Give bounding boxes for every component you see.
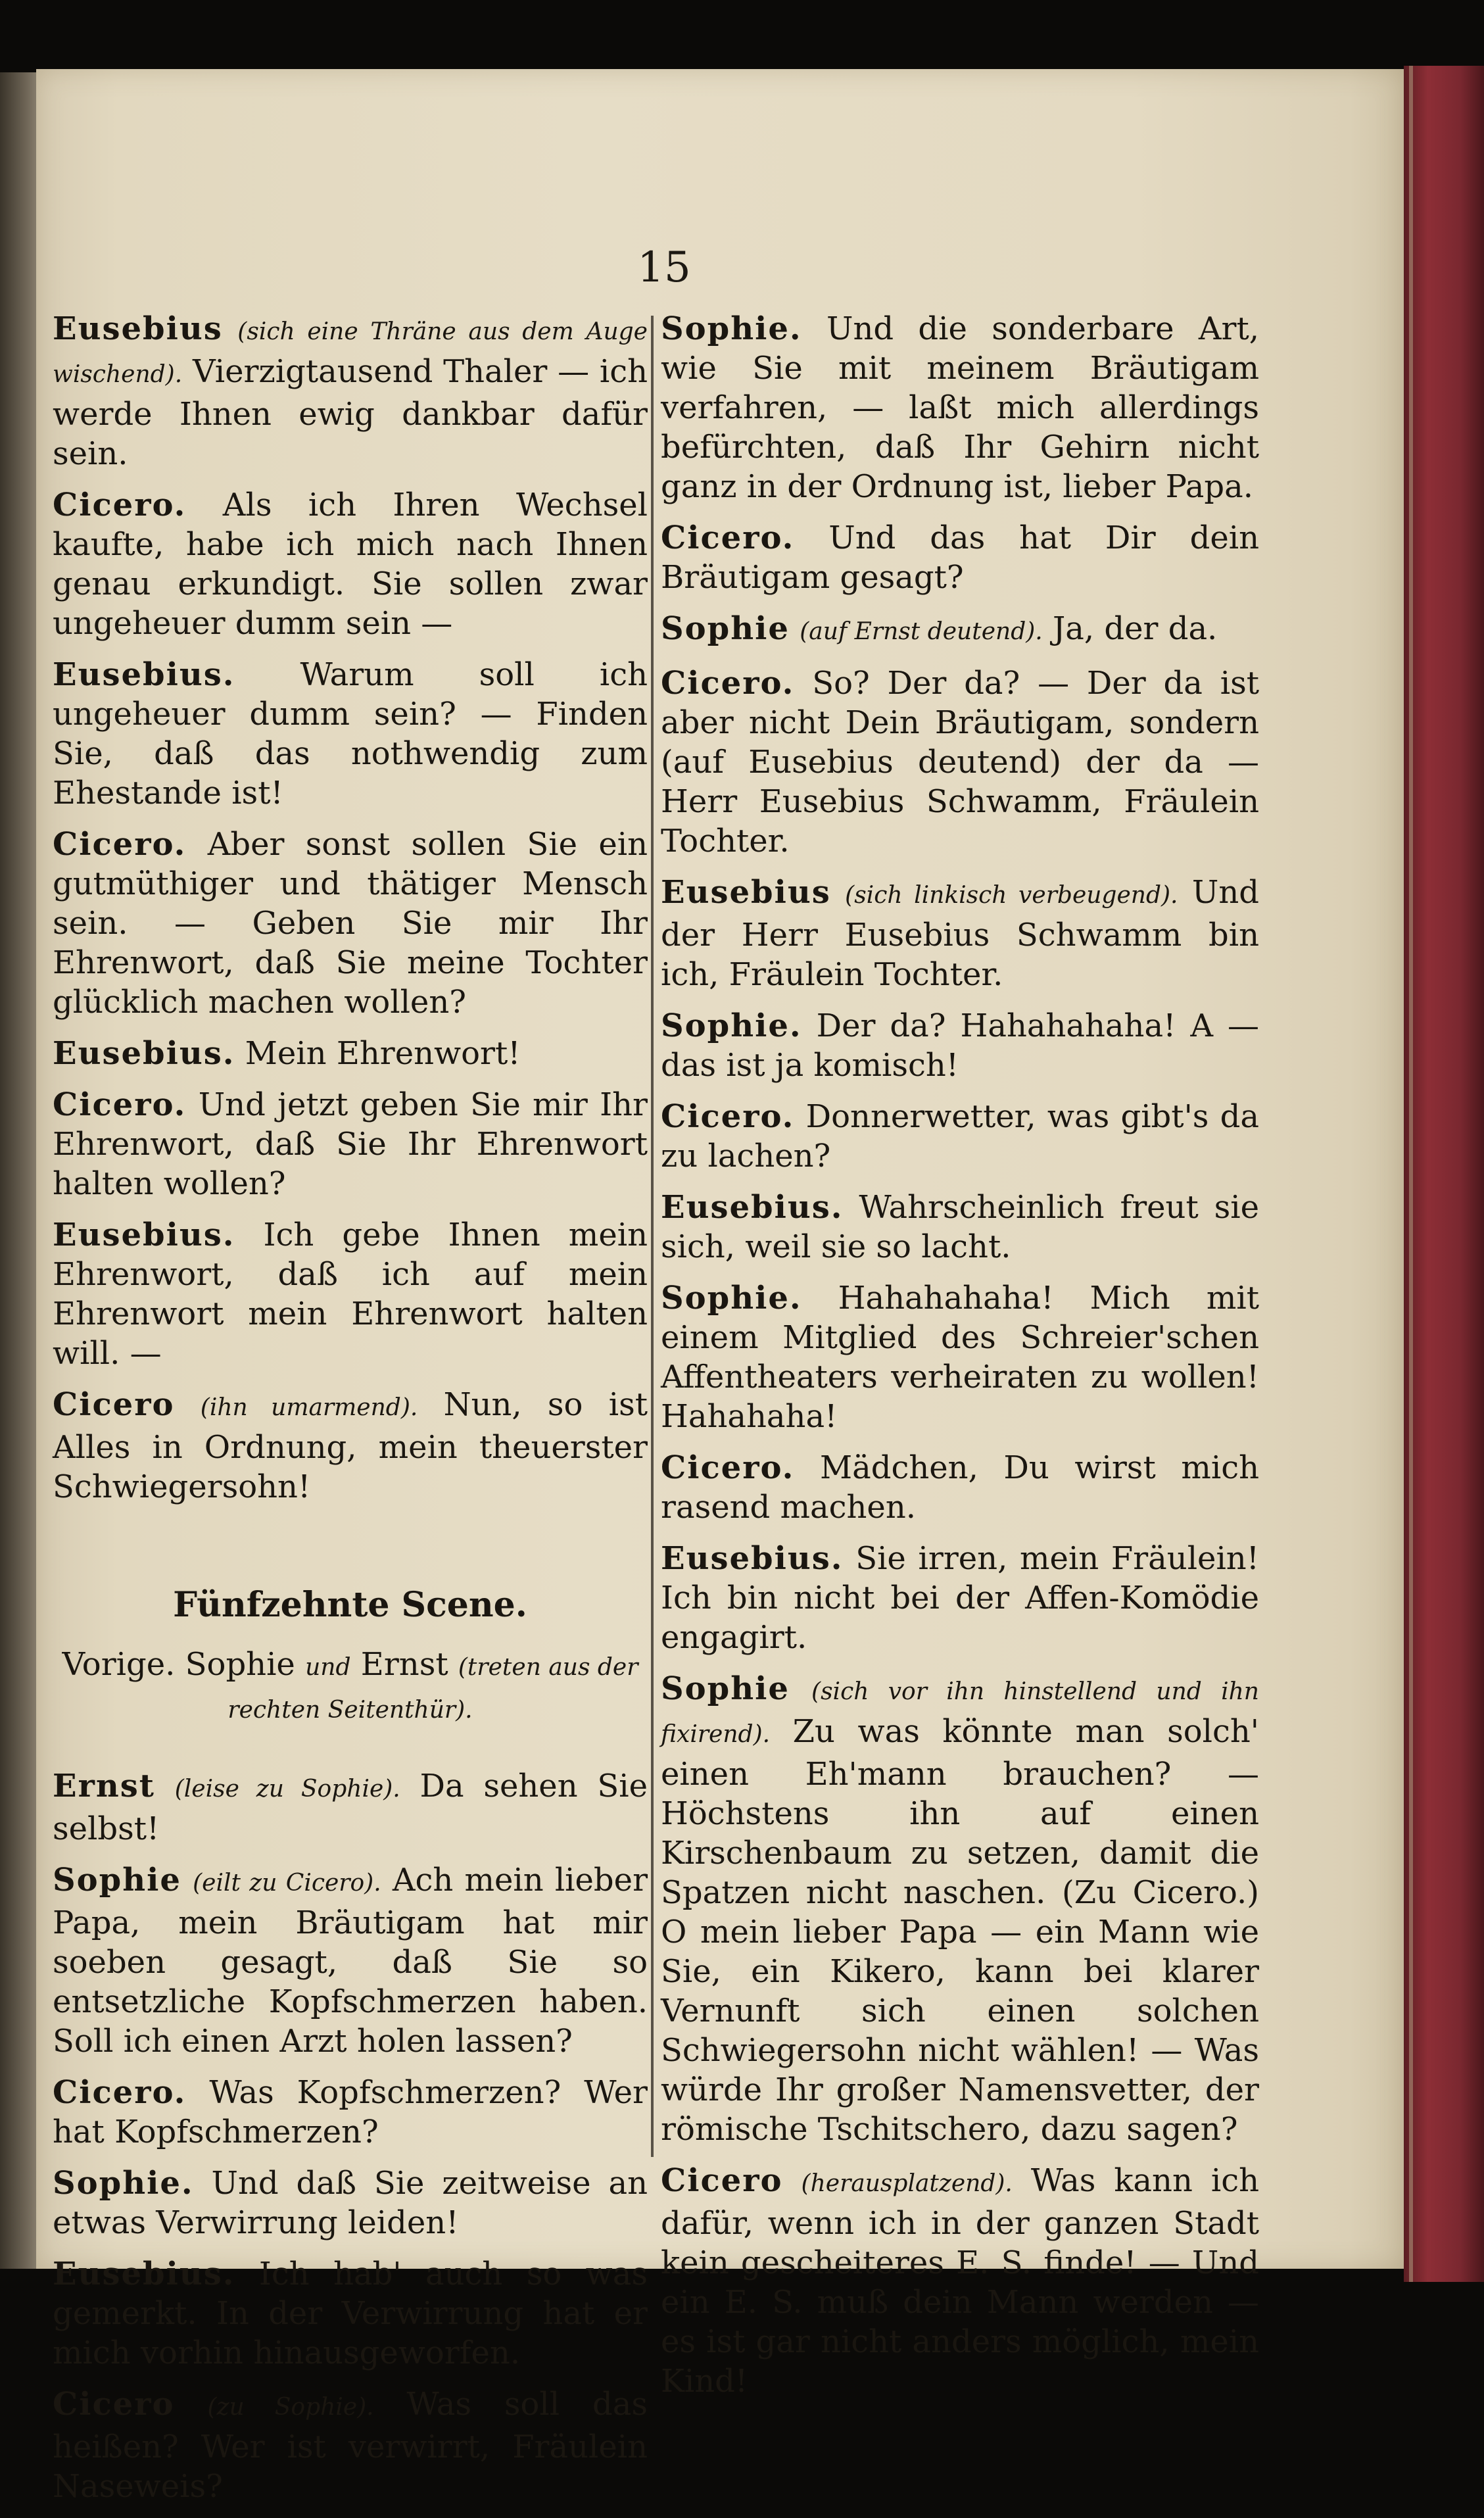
dialogue-paragraph (53, 825, 648, 1022)
speaker-name: Eusebius. (661, 1540, 844, 1577)
speaker-name: Cicero. (661, 1098, 795, 1135)
speaker-name: Sophie. (661, 310, 802, 347)
stage-direction: (ihn umarmend). (200, 1394, 418, 1421)
dialogue-text: Mein Ehrenwort! (245, 1035, 521, 1072)
speaker-name: Eusebius. (661, 1189, 844, 1226)
speaker-name: Eusebius (53, 310, 223, 347)
dialogue-paragraph (661, 1539, 1259, 1657)
dialogue-paragraph (661, 1669, 1259, 2149)
right-dialogue-block (661, 309, 1259, 2401)
speaker-name: Sophie. (661, 1007, 802, 1044)
dialogue-text: Zu was könnte man solch' einen Eh'mann brauchen? — Höchstens ihn auf einen Kirschenbaum zu setzen, damit die Spatzen nicht naschen. (Zu Cicero.) O mein lieber Papa — ein Mann wie Sie, ein Kikero, kann bei klarer Vernunft sich einen solchen Schwiegersohn nicht wählen! — Was würde Ihr großer Namensvetter, der römische Tschitschero, dazu sagen? (661, 1713, 1260, 2148)
dialogue-text: Nun, so ist Alles in Ordnung, mein theuerster Schwiegersohn! (53, 1386, 648, 1505)
dialogue-paragraph (53, 1034, 648, 1073)
speaker-name: Cicero. (53, 487, 187, 523)
speaker-name: Sophie (53, 1862, 181, 1899)
scene-desc-vorige: Vorige. (62, 1646, 176, 1683)
dialogue-text: Ja, der da. (1053, 610, 1218, 647)
dialogue-text: Was Kopfschmerzen? Wer hat Kopfschmerzen? (53, 2074, 648, 2150)
dialogue-text: Und die sonderbare Art, wie Sie mit meinem Bräutigam verfahren, — laßt mich allerdings befürchten, daß Ihr Gehirn nicht ganz in der Ordnung ist, lieber Papa. (661, 310, 1259, 505)
left-dialogue-block (53, 309, 648, 1507)
dialogue-text: So? Der da? — Der da ist aber nicht Dein Bräutigam, sondern (auf Eusebius deutend) der da — Herr Eusebius Schwamm, Fräulein Tochter. (661, 665, 1259, 860)
speaker-name: Cicero (53, 1386, 175, 1423)
dialogue-text: Hahahahaha! Mich mit einem Mitglied des Schreier'schen Affentheaters verheiraten zu wollen! Hahahaha! (661, 1280, 1259, 1435)
dialogue-paragraph (661, 1097, 1259, 1176)
dialogue-text: Und daß Sie zeitweise an etwas Verwirrung leiden! (53, 2165, 648, 2241)
stage-direction: (sich vor ihn hinstellend und ihn fixirend). (661, 1678, 1259, 1748)
dialogue-paragraph (53, 2073, 648, 2152)
scene-heading: Fünfzehnte Scene. (173, 1585, 527, 1625)
dialogue-text: Ach mein lieber Papa, mein Bräutigam hat mir soeben gesagt, daß Sie so entsetzliche Kopfschmerzen haben. Soll ich einen Arzt holen lassen? (53, 1862, 648, 2060)
dialogue-paragraph (53, 2385, 648, 2506)
dialogue-paragraph (661, 664, 1259, 861)
dialogue-paragraph (661, 1448, 1259, 1527)
speaker-name: Cicero. (53, 2074, 187, 2111)
dialogue-paragraph (661, 1278, 1259, 1436)
dialogue-paragraph (53, 2254, 648, 2373)
speaker-name: Eusebius. (53, 2256, 235, 2292)
stage-direction: (sich eine Thräne aus dem Auge wischend). (53, 318, 648, 388)
stage-direction: (auf Ernst deutend). (800, 618, 1043, 645)
dialogue-paragraph (53, 1766, 648, 1849)
speaker-name: Sophie (661, 610, 790, 647)
speaker-name: Eusebius. (53, 1217, 235, 1253)
stage-direction: (leise zu Sophie). (174, 1776, 400, 1803)
dialogue-paragraph (661, 609, 1259, 652)
dialogue-paragraph (661, 2161, 1259, 2401)
speaker-name: Cicero. (53, 1086, 187, 1123)
dialogue-paragraph (661, 873, 1259, 994)
dialogue-text: Ich gebe Ihnen mein Ehrenwort, daß ich auf mein Ehrenwort mein Ehrenwort halten will. — (53, 1217, 648, 1372)
speaker-name: Eusebius (661, 874, 831, 911)
right-column (661, 309, 1259, 2413)
dialogue-text: Als ich Ihren Wechsel kaufte, habe ich mich nach Ihnen genau erkundigt. Sie sollen zwar ungeheuer dumm sein — (53, 487, 648, 642)
dialogue-text: Der da? Hahahahaha! A — das ist ja komisch! (661, 1007, 1259, 1084)
dialogue-paragraph (53, 485, 648, 643)
left-dialogue-block-after (53, 1766, 648, 2506)
dialogue-paragraph (53, 1385, 648, 1507)
speaker-name: Eusebius. (53, 1035, 235, 1072)
dialogue-paragraph (661, 1188, 1259, 1267)
speaker-name: Sophie. (53, 2165, 194, 2202)
dialogue-paragraph (53, 655, 648, 813)
scene-desc-stage: (treten aus der rechten Seitenthür). (227, 1654, 638, 1724)
speaker-name: Cicero. (661, 665, 795, 702)
speaker-name: Cicero (53, 2386, 175, 2423)
column-divider (651, 316, 654, 2157)
stage-direction: (eilt zu Cicero). (193, 1870, 381, 1897)
binding-edge (0, 72, 38, 2269)
page-number: 15 (637, 243, 691, 292)
dialogue-text: Sie irren, mein Fräulein! Ich bin nicht bei der Affen-Komödie engagirt. (661, 1540, 1260, 1656)
dialogue-paragraph (661, 518, 1259, 597)
dialogue-text: Aber sonst sollen Sie ein gutmüthiger und thätiger Mensch sein. — Geben Sie mir Ihr Ehrenwort, daß Sie meine Tochter glücklich machen wollen? (53, 826, 648, 1021)
dialogue-paragraph (661, 309, 1259, 506)
scene-desc-und: und (305, 1654, 351, 1681)
speaker-name: Cicero. (661, 520, 795, 556)
dialogue-paragraph (53, 309, 648, 473)
dialogue-text: Wahrscheinlich freut sie sich, weil sie so lacht. (661, 1189, 1259, 1265)
dialogue-text: Und jetzt geben Sie mir Ihr Ehrenwort, daß Sie Ihr Ehrenwort halten wollen? (53, 1086, 648, 1202)
dialogue-paragraph (53, 1085, 648, 1203)
scene-desc-ernst: Ernst (360, 1646, 448, 1683)
dialogue-text: Und der Herr Eusebius Schwamm bin ich, Fräulein Tochter. (661, 874, 1259, 993)
dialogue-paragraph (53, 1860, 648, 2061)
speaker-name: Cicero. (53, 826, 187, 863)
dialogue-paragraph (53, 1215, 648, 1373)
stage-direction: (zu Sophie). (207, 2394, 374, 2421)
dialogue-text: Vierzigtausend Thaler — ich werde Ihnen ewig dankbar dafür sein. (53, 353, 648, 472)
book-cover-edge (1404, 66, 1484, 2282)
dialogue-text: Ich hab' auch so was gemerkt. In der Verwirrung hat er mich vorhin hinausgeworfen. (53, 2256, 648, 2371)
dialogue-text: Mädchen, Du wirst mich rasend machen. (661, 1449, 1259, 1526)
dialogue-paragraph (661, 1006, 1259, 1085)
dialogue-text: Und das hat Dir dein Bräutigam gesagt? (661, 520, 1259, 596)
dialogue-paragraph (53, 2164, 648, 2242)
scene-description (53, 1645, 648, 1730)
speaker-name: Sophie. (661, 1280, 802, 1317)
speaker-name: Sophie (661, 1670, 790, 1707)
dialogue-text: Donnerwetter, was gibt's da zu lachen? (661, 1098, 1259, 1174)
dialogue-text: Was soll das heißen? Wer ist verwirrt, Fräulein Naseweis? (53, 2386, 648, 2505)
speaker-name: Cicero. (661, 1449, 795, 1486)
dialogue-text: Was kann ich dafür, wenn ich in der ganzen Stadt kein gescheiteres E. S. finde! — Und ein E. S. muß dein Mann werden — es ist gar nicht anders möglich, mein Kind! (661, 2162, 1260, 2400)
dialogue-text: Da sehen Sie selbst! (53, 1768, 648, 1847)
dialogue-text: Warum soll ich ungeheuer dumm sein? — Finden Sie, daß das nothwendig zum Ehestande ist! (53, 656, 648, 811)
stage-direction: (herausplatzend). (801, 2170, 1013, 2197)
left-column (53, 309, 648, 2518)
speaker-name: Ernst (53, 1768, 155, 1804)
stage-direction: (sich linkisch verbeugend). (845, 882, 1178, 909)
speaker-name: Cicero (661, 2162, 783, 2199)
speaker-name: Eusebius. (53, 656, 235, 693)
scene-desc-sophie: Sophie (185, 1646, 295, 1683)
